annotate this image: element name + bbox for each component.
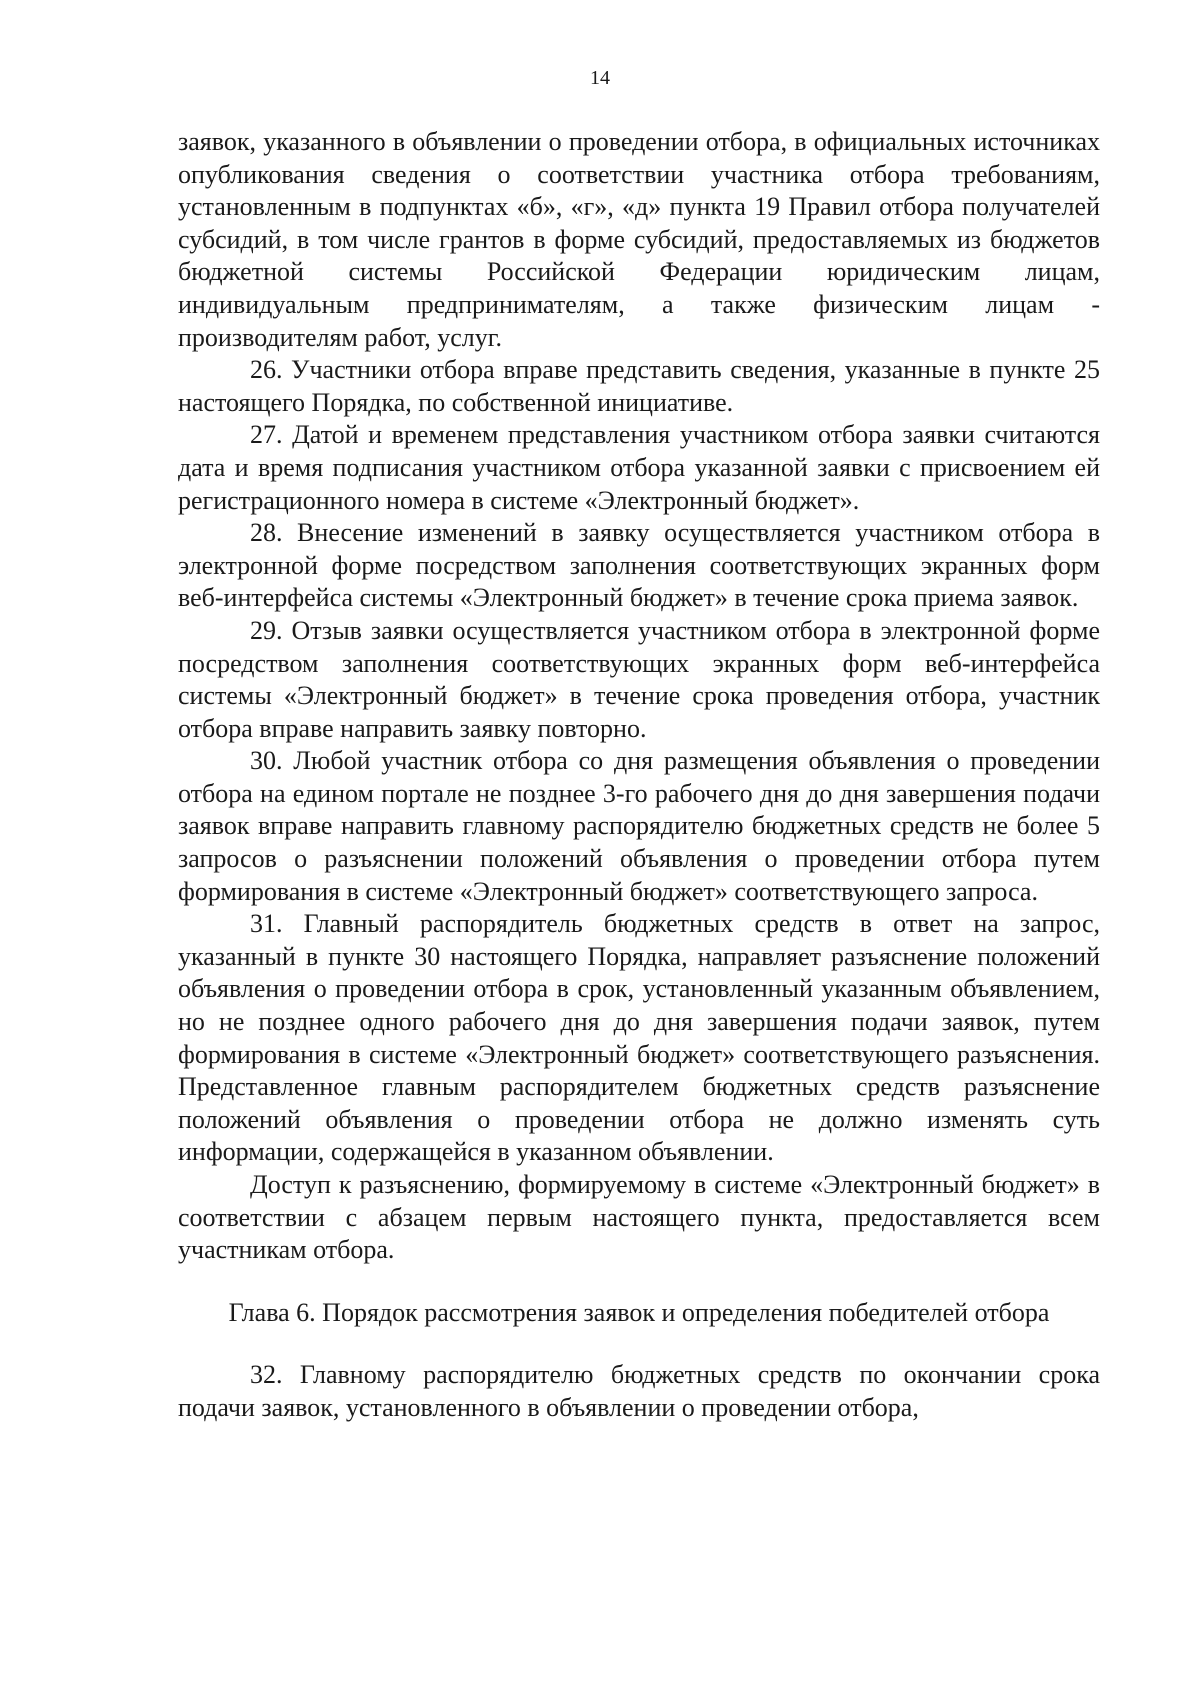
page-number: 14 bbox=[590, 67, 610, 89]
chapter-heading: Глава 6. Порядок рассмотрения заявок и определения победителей отбора bbox=[228, 1297, 1050, 1327]
paragraph-access-clarification: Доступ к разъяснению, формируемому в системе «Электронный бюджет» в соответствии с абзацем первым настоящего пункта, предоставляется всем участникам отбора. bbox=[178, 1170, 1100, 1265]
paragraph-item-28: 28. Внесение изменений в заявку осуществляется участником отбора в электронной форме посредством заполнения соответствующих экранных форм веб-интерфейса системы «Электронный бюджет» в течение срока приема заявок. bbox=[178, 518, 1100, 613]
paragraph-item-32: 32. Главному распорядителю бюджетных средств по окончании срока подачи заявок, установленного в объявлении о проведении отбора, bbox=[178, 1360, 1100, 1422]
paragraph-item-31: 31. Главный распорядитель бюджетных средств в ответ на запрос, указанный в пункте 30 настоящего Порядка, направляет разъяснение положений объявления о проведении отбора в срок, установленный указанным объявлением, но не позднее одного рабочего дня до дня завершения подачи заявок, путем формирования в системе «Электронный бюджет» соответствующего разъяснения. Представленное главным распорядителем бюджетных средств разъяснение положений объявления о проведении отбора не должно изменять суть информации, содержащейся в указанном объявлении. bbox=[178, 909, 1100, 1167]
paragraph-continuation: заявок, указанного в объявлении о проведении отбора, в официальных источниках опубликования сведения о соответствии участника отбора требованиям, установленным в подпунктах «б», «г», «д» пункта 19 Правил отбора получателей субсидий, в том числе грантов в форме субсидий, предоставляемых из бюджетов бюджетной системы Российской Федерации юридическим лицам, индивидуальным предпринимателям, а также физическим лицам - производителям работ, услуг. bbox=[178, 127, 1100, 352]
paragraph-item-26: 26. Участники отбора вправе представить сведения, указанные в пункте 25 настоящего Порядка, по собственной инициативе. bbox=[178, 355, 1100, 417]
document-body bbox=[178, 126, 1100, 1425]
paragraph-item-30: 30. Любой участник отбора со дня размещения объявления о проведении отбора на едином портале не позднее 3-го рабочего дня до дня завершения подачи заявок вправе направить главному распорядителю бюджетных средств не более 5 запросов о разъяснении положений объявления о проведении отбора путем формирования в системе «Электронный бюджет» соответствующего запроса. bbox=[178, 746, 1100, 906]
paragraph-item-27: 27. Датой и временем представления участником отбора заявки считаются дата и время подписания участником отбора указанной заявки с присвоением ей регистрационного номера в системе «Электронный бюджет». bbox=[178, 420, 1100, 515]
paragraph-item-29: 29. Отзыв заявки осуществляется участником отбора в электронной форме посредством заполнения соответствующих экранных форм веб-интерфейса системы «Электронный бюджет» в течение срока проведения отбора, участник отбора вправе направить заявку повторно. bbox=[178, 615, 1100, 743]
